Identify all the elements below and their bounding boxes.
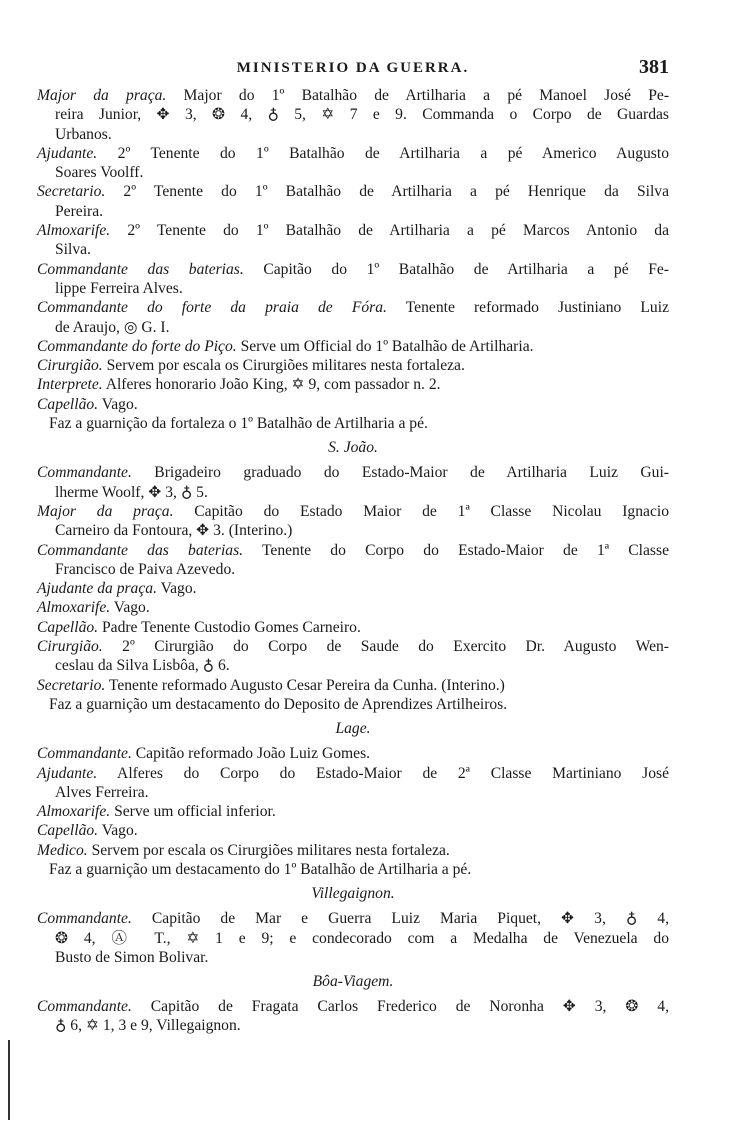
text-line [37,125,669,144]
roster-entry [37,841,669,860]
roster-entry [37,144,669,183]
text-line [37,318,669,337]
entry-text: Serve um official inferior. [110,803,276,821]
roster-entry [37,356,669,375]
roster-entry [37,618,669,637]
entry-text: Silva. [55,241,91,259]
roster-entry [37,298,669,337]
entry-label: Almoxarife. [37,222,111,240]
entry-text: Tenente reformado Justiniano Luiz [386,299,669,317]
entry-text: Servem por escala os Cirurgiões militares nesta fortaleza. [87,841,450,859]
entry-text: Carneiro da Fontoura, ✥ 3. (Interino.) [55,522,293,540]
page-body [37,86,669,1036]
garrison-note [37,860,669,879]
entry-text: 2º Tenente do 1º Batalhão de Artilharia a pé Henrique da Silva [105,183,669,201]
roster-entry [37,802,669,821]
entry-text: reira Junior, ✥ 3, ❂ 4, ♁ 5, ✡ 7 e 9. Commanda o Corpo de Guardas [55,106,669,124]
text-line [37,414,669,433]
roster-entry [37,909,669,967]
entry-label: Commandante do forte da praia de Fóra. [37,299,387,317]
entry-label: Major da praça. [37,87,167,104]
entry-text: Faz a guarnição um destacamento do Deposito de Aprendizes Artilheiros. [49,695,508,713]
text-line [37,202,669,221]
entry-label: Medico. [37,841,88,859]
entry-label: Commandante das baterias. [37,541,244,559]
entry-text: Faz a guarnição um destacamento do 1º Batalhão de Artilharia a pé. [49,860,472,878]
roster-entry [37,502,669,541]
text-line [37,1016,669,1035]
text-line [37,86,669,105]
entry-text: ♁ 6, ✡ 1, 3 e 9, Villegaignon. [55,1017,241,1035]
entry-text: Serve um Official do 1º Batalhão de Artilharia. [236,337,534,355]
text-line [37,541,669,560]
entry-label: Interprete. [37,376,103,394]
text-line [37,598,669,617]
entry-label: Commandante. [37,464,132,482]
entry-text: Tenente reformado Augusto Cesar Pereira da Cunha. (Interino.) [105,676,505,694]
text-line [37,240,669,259]
entry-text: Capitão reformado João Luiz Gomes. [131,745,371,763]
text-line [37,502,669,521]
entry-text: lippe Ferreira Alves. [55,279,183,297]
text-line [37,948,669,967]
text-line [37,929,669,948]
roster-entry [37,375,669,394]
entry-text: Busto de Simon Bolivar. [55,948,209,966]
entry-text: ceslau da Silva Lisbôa, ♁ 6. [55,657,230,675]
text-line [37,356,669,375]
entry-text: Soares Voolff. [55,164,144,182]
roster-entry [37,260,669,299]
entry-text: 2º Cirurgião do Corpo de Saude do Exercito Dr. Augusto Wen- [102,638,669,656]
entry-text: Vago. [110,599,150,617]
entry-text: Francisco de Paiva Azevedo. [55,560,236,578]
entry-label: Secretario. [37,676,106,694]
entry-text: Capitão do Estado Maior de 1ª Classe Nicolau Ignacio [173,502,669,520]
entry-text: Brigadeiro graduado do Estado-Maior de Artilharia Luiz Gui- [131,464,669,482]
entry-text: Capitão de Fragata Carlos Frederico de Noronha ✥ 3, ❂ 4, [131,998,669,1016]
text-line [37,279,669,298]
entry-label: Secretario. [37,183,106,201]
roster-entry [37,997,669,1036]
roster-entry [37,764,669,803]
text-line [37,144,669,163]
text-line [37,182,669,201]
entry-text: Vago. [98,395,138,413]
entry-label: Commandante. [37,745,132,763]
entry-text: Faz a guarnição da fortaleza o 1º Batalhão de Artilharia a pé. [49,415,428,433]
roster-entry [37,637,669,676]
section-heading: Lage. [335,720,371,738]
text-line [37,298,669,317]
entry-label: Capellão. [37,395,99,413]
page-header [37,56,669,86]
entry-label: Ajudante. [37,144,98,162]
text-line [37,618,669,637]
entry-text: Vago. [98,822,138,840]
garrison-note [37,695,669,714]
text-line [37,783,669,802]
entry-text: Alferes do Corpo do Estado-Maior de 2ª Classe Martiniano José [97,764,669,782]
roster-entry [37,541,669,580]
entry-label: Almoxarife. [37,803,111,821]
text-line [37,997,669,1016]
text-line [37,521,669,540]
roster-entry [37,821,669,840]
running-title: MINISTERIO DA GUERRA. [236,60,470,76]
text-line [37,695,669,714]
text-line [37,821,669,840]
entry-text: Tenente do Corpo do Estado-Maior de 1ª Classe [243,541,669,559]
text-line [37,656,669,675]
text-line [37,860,669,879]
text-line [37,375,669,394]
text-line [37,163,669,182]
entry-text: ❂ 4, Ⓐ T., ✡ 1 e 9; e condecorado com a Medalha de Venezuela do [55,929,669,947]
roster-entry [37,221,669,260]
roster-entry [37,598,669,617]
text-line [37,221,669,240]
roster-entry [37,182,669,221]
text-line [37,560,669,579]
text-line [37,909,669,928]
entry-label: Cirurgião. [37,357,103,375]
roster-entry [37,744,669,763]
entry-text: Padre Tenente Custodio Gomes Carneiro. [98,618,361,636]
entry-text: Servem por escala os Cirurgiões militares nesta fortaleza. [102,357,465,375]
entry-text: de Araujo, ◎ G. I. [55,318,170,336]
section-heading: S. João. [328,439,378,457]
text-line [37,483,669,502]
entry-label: Major da praça. [37,502,174,520]
entry-label: Capellão. [37,822,99,840]
text-line [37,802,669,821]
document-page [37,56,669,1036]
entry-label: Commandante das baterias. [37,260,244,278]
text-line [37,337,669,356]
section-heading: Bôa-Viagem. [312,973,394,991]
entry-text: Capitão do 1º Batalhão de Artilharia a pé Fe- [243,260,669,278]
text-line [37,105,669,124]
roster-entry [37,86,669,144]
entry-text: 2º Tenente do 1º Batalhão de Artilharia a pé Americo Augusto [97,144,669,162]
entry-text: Urbanos. [55,125,112,143]
page-number: 381 [639,56,669,78]
entry-text: Capitão de Mar e Guerra Luiz Maria Piquet, ✥ 3, ♁ 4, [131,910,669,928]
entry-text: Alferes honorario João King, ✡ 9, com passador n. 2. [102,376,441,394]
roster-entry [37,463,669,502]
entry-text: Vago. [156,580,197,598]
binding-edge [8,1040,10,1120]
text-line [37,637,669,656]
entry-label: Ajudante da praça. [37,580,157,598]
text-line [37,463,669,482]
entry-text: Major do 1º Batalhão de Artilharia a pé Manoel José Pe- [166,87,670,104]
text-line [37,579,669,598]
text-line [37,395,669,414]
entry-text: lherme Woolf, ✥ 3, ♁ 5. [55,483,208,501]
entry-label: Commandante. [37,910,132,928]
roster-entry [37,395,669,414]
text-line [37,260,669,279]
entry-label: Almoxarife. [37,599,111,617]
entry-label: Commandante do forte do Piço. [37,337,237,355]
entry-text: Pereira. [55,202,104,220]
roster-entry [37,337,669,356]
entry-text: Alves Ferreira. [55,783,149,801]
roster-entry [37,579,669,598]
text-line [37,764,669,783]
section-heading: Villegaignon. [311,885,395,903]
entry-label: Ajudante. [37,764,98,782]
text-line [37,841,669,860]
text-line [37,676,669,695]
roster-entry [37,676,669,695]
entry-label: Commandante. [37,998,132,1016]
text-line [37,744,669,763]
garrison-note [37,414,669,433]
entry-label: Cirurgião. [37,638,103,656]
entry-label: Capellão. [37,618,99,636]
entry-text: 2º Tenente do 1º Batalhão de Artilharia a pé Marcos Antonio da [110,222,669,240]
